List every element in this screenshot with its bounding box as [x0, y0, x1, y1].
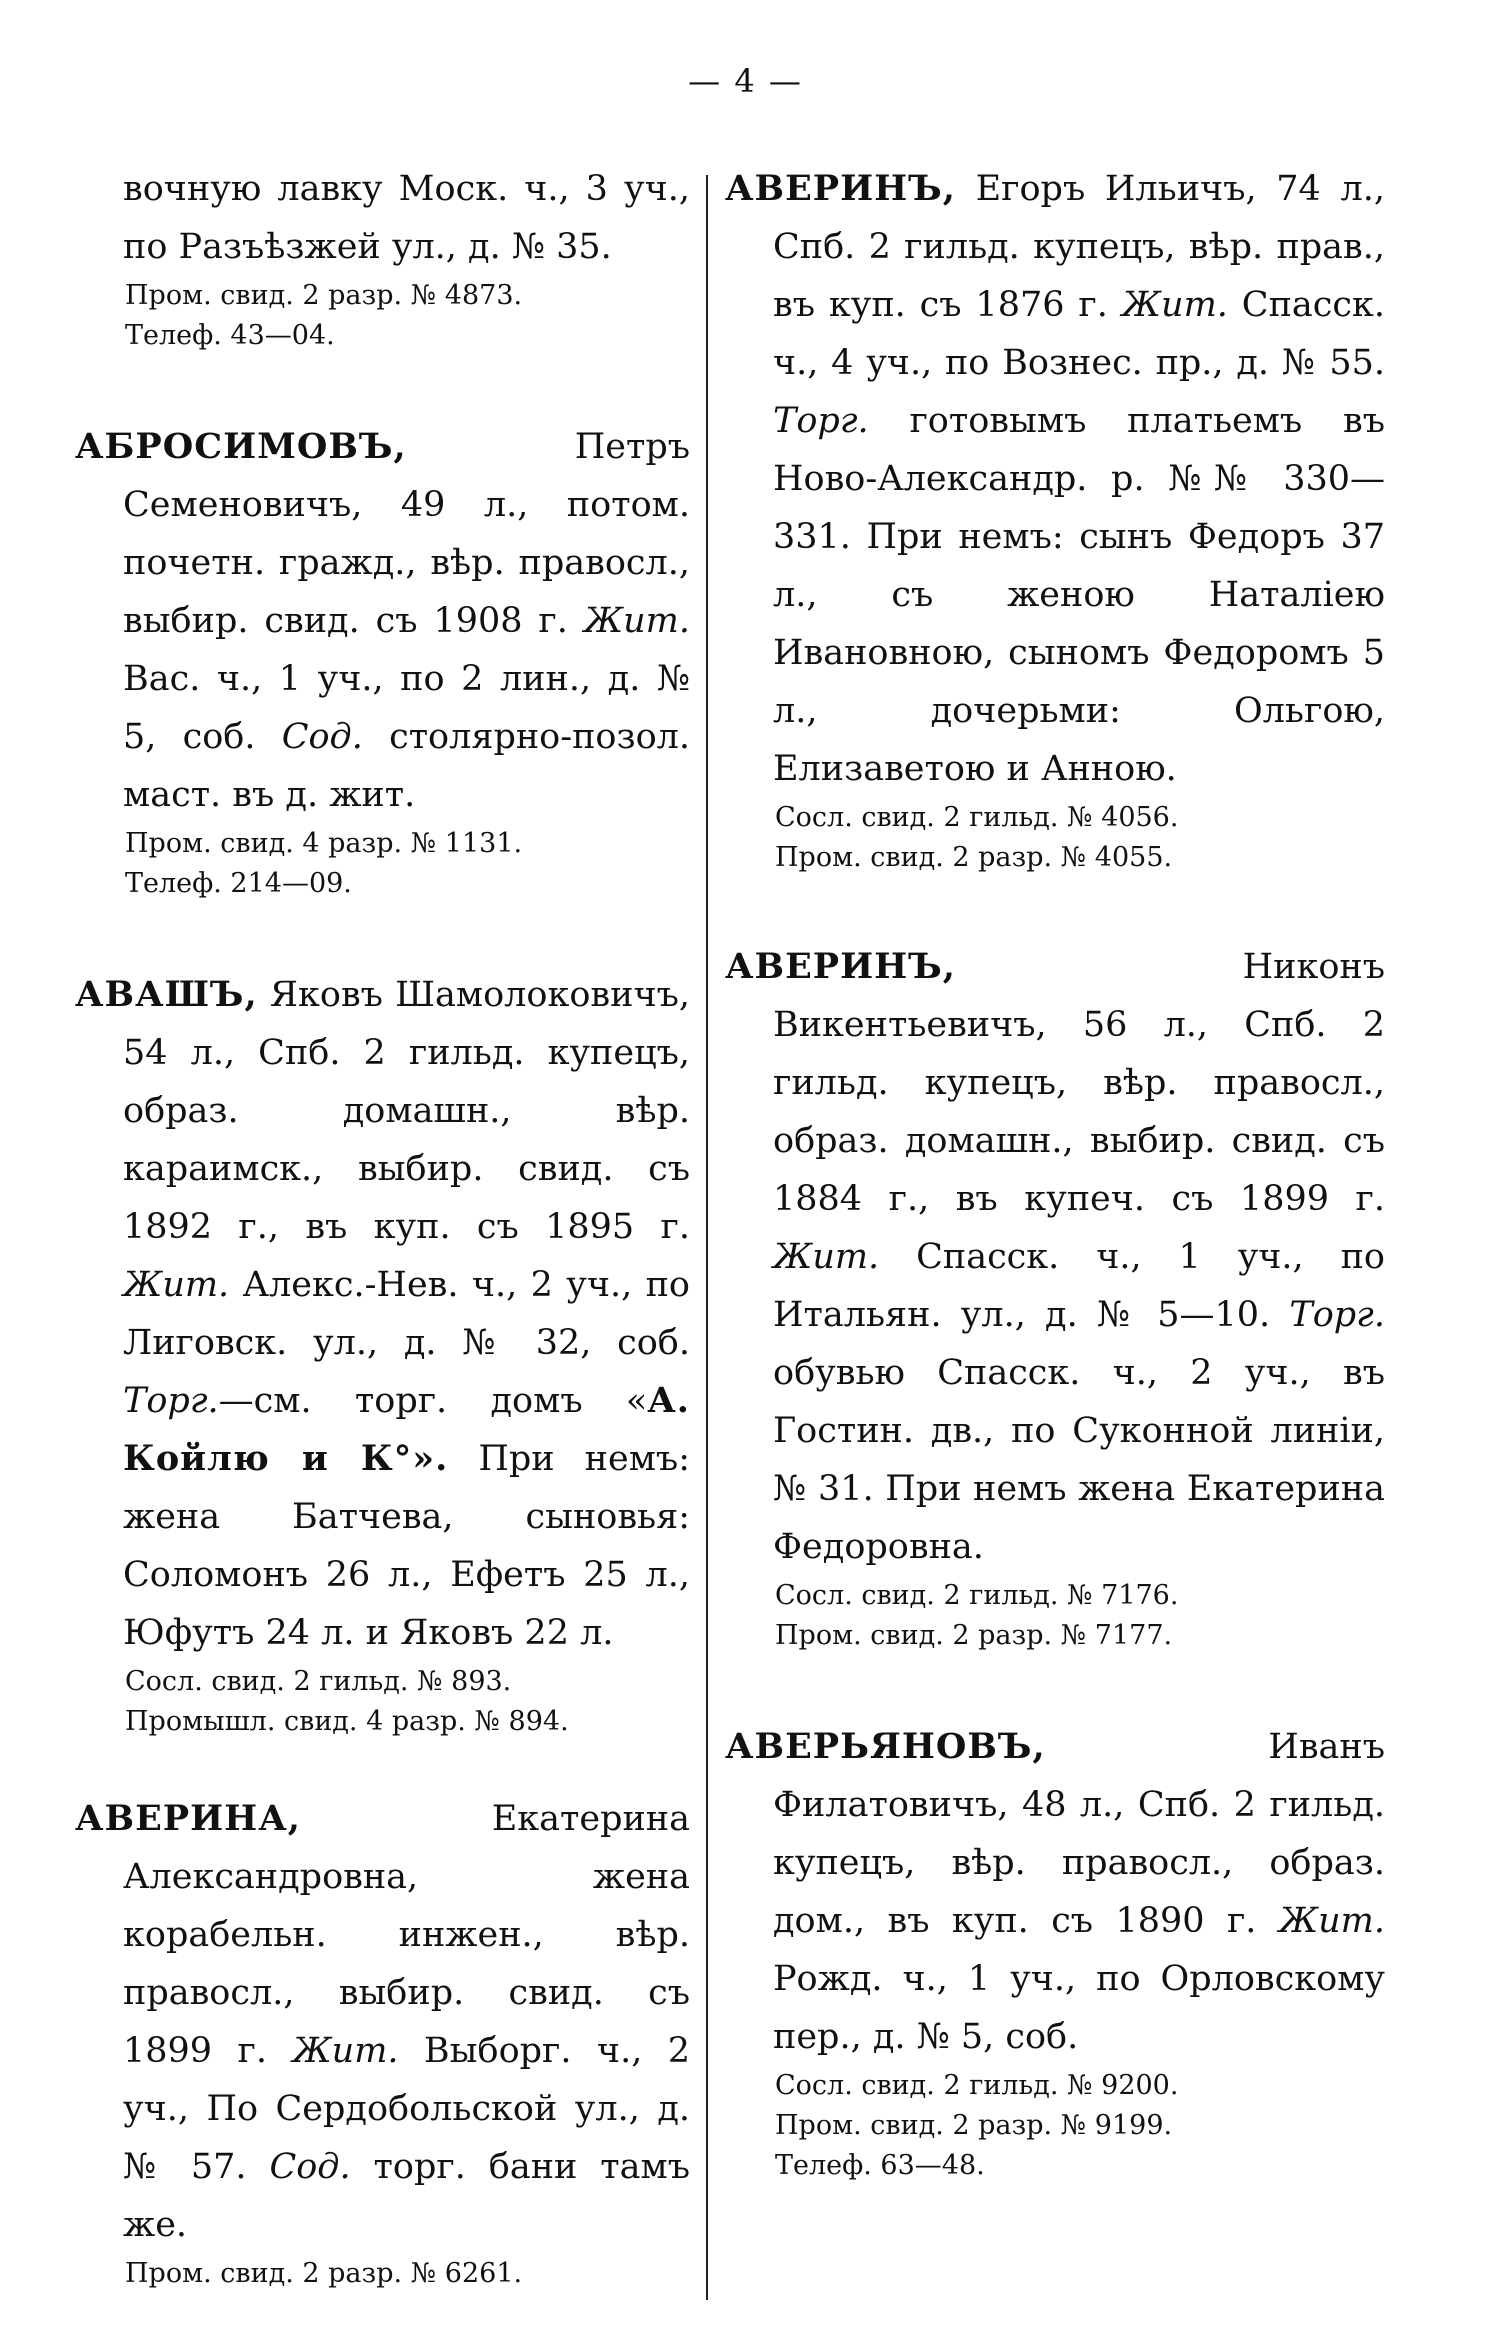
entry-details: столярно-позол. маст. въ д. жит.	[123, 717, 690, 815]
right-column	[725, 160, 1385, 2186]
entry-averin-nikon	[725, 938, 1385, 1656]
entry-continuation	[75, 160, 690, 356]
phone-line: Телеф. 63—48.	[775, 2150, 985, 2181]
certificate-line: Пром. свид. 4 разр. № 1131.	[125, 828, 523, 859]
entry-name: АБРОСИМОВЪ,	[75, 426, 407, 467]
trade-abbr: Торг.	[123, 1381, 219, 1421]
entry-details: обувью Спасск. ч., 2 уч., въ Гостин. дв., по Суконной линіи, № 31. При немъ жена Екатерина Федоровна.	[773, 1353, 1385, 1567]
entry-text	[75, 418, 690, 824]
certificate-line: Сосл. свид. 2 гильд. № 4056.	[775, 802, 1179, 833]
residence-abbr: Жит.	[1278, 1901, 1385, 1941]
firm-name: А. Койлю и К°».	[123, 1380, 690, 1479]
entry-details: Выборг. ч., 2 уч., По Сердобольской ул., д. № 57.	[123, 2031, 690, 2187]
entry-abrosimov	[75, 418, 690, 904]
entry-text	[725, 1718, 1385, 2066]
left-column	[75, 160, 690, 2294]
entry-details: Егоръ Ильичъ, 74 л., Спб. 2 гильд. купецъ, вѣр. прав., въ куп. съ 1876 г.	[773, 169, 1385, 325]
entry-details: Спасск. ч., 1 уч., по Итальян. ул., д. № 5—10.	[773, 1237, 1385, 1335]
residence-abbr: Жит.	[1121, 285, 1228, 325]
certificate-line: Пром. свид. 2 разр. № 6261.	[125, 2258, 523, 2289]
certificate-line: Пром. свид. 2 разр. № 4055.	[775, 842, 1173, 873]
entry-details: Спасск. ч., 4 уч., по Вознес. пр., д. № 55.	[773, 285, 1385, 383]
entry-name: АВЕРЬЯНОВЪ,	[725, 1726, 1046, 1767]
entry-details: Яковъ Шамолоковичъ, 54 л., Спб. 2 гильд. купецъ, образ. домашн., вѣр. караимск., выбир. свид. съ 1892 г., въ куп. съ 1895 г.	[123, 975, 690, 1247]
entry-averyanov	[725, 1718, 1385, 2186]
trade-abbr: Торг.	[773, 401, 869, 441]
trade-abbr: Торг.	[1289, 1295, 1385, 1335]
entry-details: При немъ: жена Батчева, сыновья: Соломонъ 26 л., Ефетъ 25 л., Юфутъ 24 л. и Яковъ 22 л.	[123, 1439, 690, 1653]
entry-name: АВЕРИНА,	[75, 1798, 301, 1839]
certificate-line: Пром. свид. 2 разр. № 4873.	[125, 280, 523, 311]
residence-abbr: Жит.	[123, 1265, 230, 1305]
business-abbr: Сод.	[281, 717, 363, 757]
entry-details: торг. бани тамъ же.	[123, 2147, 690, 2245]
column-divider	[706, 175, 708, 2300]
phone-line: Телеф. 43—04.	[125, 320, 335, 351]
certificate-line: Сосл. свид. 2 гильд. № 893.	[125, 1666, 512, 1697]
entry-details: готовымъ платьемъ въ Ново-Александр. р. №№ 330—331. При немъ: сынъ Федоръ 37 л., съ женою Наталіею Ивановною, сыномъ Федоромъ 5 л., дочерьми: Ольгою, Елизаветою и Анною.	[773, 401, 1385, 789]
certificate-line: Пром. свид. 2 разр. № 7177.	[775, 1620, 1173, 1651]
entry-details: —см. торг. домъ «	[218, 1381, 648, 1421]
certificate-line: Промышл. свид. 4 разр. № 894.	[125, 1706, 569, 1737]
entry-details: Иванъ Филатовичъ, 48 л., Спб. 2 гильд. купецъ, вѣр. правосл., образ. дом., въ куп. съ 1890 г.	[773, 1727, 1385, 1941]
residence-abbr: Жит.	[292, 2031, 399, 2071]
business-abbr: Сод.	[269, 2147, 351, 2187]
certificate-line: Сосл. свид. 2 гильд. № 9200.	[775, 2070, 1179, 2101]
entry-details: Вас. ч., 1 уч., по 2 лин., д. № 5, соб.	[123, 659, 690, 757]
entry-details: Екатерина Александровна, жена корабельн. инжен., вѣр. правосл., выбир. свид. съ 1899 г.	[123, 1799, 690, 2071]
entry-text	[725, 160, 1385, 798]
entry-details: Алекс.-Нев. ч., 2 уч., по Лиговск. ул., д. № 32, соб.	[123, 1265, 690, 1363]
certificate-line: Пром. свид. 2 разр. № 9199.	[775, 2110, 1173, 2141]
entry-name: АВАШЪ,	[75, 974, 258, 1015]
entry-details: Петръ Семеновичъ, 49 л., потом. почетн. гражд., вѣр. правосл., выбир. свид. съ 1908 г.	[123, 427, 690, 641]
page-number: — 4 —	[688, 62, 803, 100]
entry-text	[75, 1790, 690, 2254]
entry-details: Никонъ Викентьевичъ, 56 л., Спб. 2 гильд. купецъ, вѣр. правосл., образ. домашн., выбир. свид. съ 1884 г., въ купеч. съ 1899 г.	[773, 947, 1385, 1219]
entry-averin-egor	[725, 160, 1385, 878]
entry-averina	[75, 1790, 690, 2294]
entry-text	[725, 938, 1385, 1576]
certificate-line: Сосл. свид. 2 гильд. № 7176.	[775, 1580, 1179, 1611]
residence-abbr: Жит.	[773, 1237, 880, 1277]
residence-abbr: Жит.	[583, 601, 690, 641]
entry-name: АВЕРИНЪ,	[725, 946, 956, 987]
entry-text: вочную лавку Моск. ч., 3 уч., по Разъѣзжей ул., д. № 35.	[123, 169, 690, 267]
phone-line: Телеф. 214—09.	[125, 868, 352, 899]
entry-name: АВЕРИНЪ,	[725, 168, 956, 209]
entry-details: Рожд. ч., 1 уч., по Орловскому пер., д. № 5, соб.	[773, 1959, 1385, 2057]
entry-text	[75, 966, 690, 1662]
entry-avash	[75, 966, 690, 1742]
